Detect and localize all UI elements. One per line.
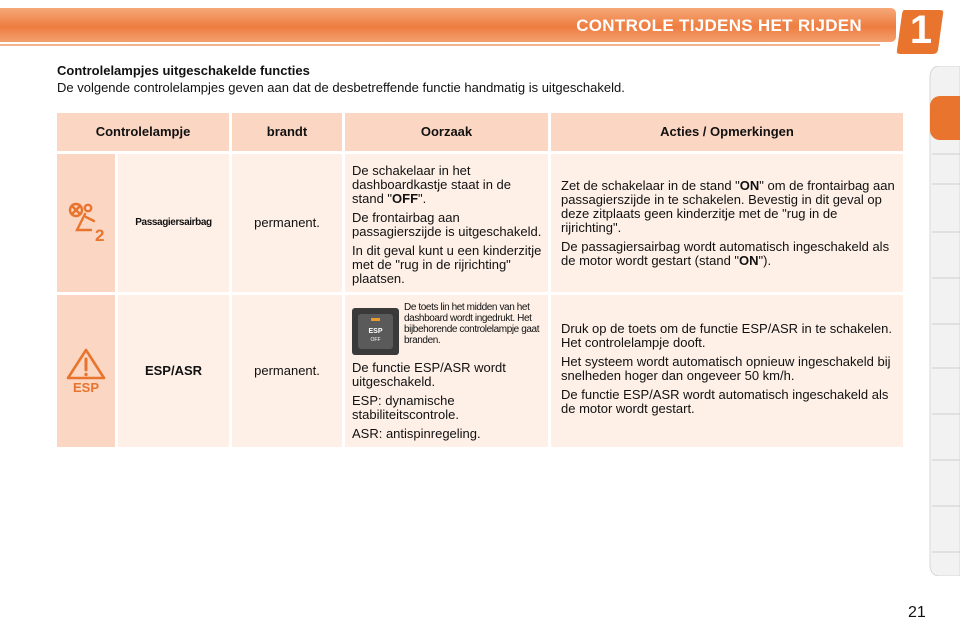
row-esp-name: ESP/ASR — [118, 295, 229, 447]
esp-button-sublabel: OFF — [370, 337, 381, 343]
esp-cause-p3: ASR: antispinregeling. — [352, 426, 481, 441]
row-airbag-actions — [551, 154, 903, 292]
row-airbag-state: permanent. — [232, 154, 342, 292]
header-oorzaak: Oorzaak — [345, 113, 548, 151]
esp-led-indicator — [371, 318, 380, 321]
row-airbag-name: Passagiersairbag — [118, 154, 229, 292]
warning-lights-table — [57, 113, 903, 447]
airbag-cause-p1-end: ". — [418, 191, 427, 206]
airbag-cause-p1 — [352, 164, 542, 206]
airbag-action-p2-end: "). — [758, 253, 772, 268]
section-title: Controlelampjes uitgeschakelde functies — [57, 63, 310, 78]
side-tab-strip — [926, 66, 960, 576]
row-airbag-icon-cell — [57, 154, 115, 292]
esp-action-p3: De functie ESP/ASR wordt automatisch ingeschakeld als de motor wordt gestart. — [561, 387, 889, 416]
row-airbag-cause — [345, 154, 548, 292]
passenger-airbag-off-icon — [64, 201, 108, 245]
row-esp-state: permanent. — [232, 295, 342, 447]
airbag-cause-p2: De frontairbag aan passagierszijde is uitgeschakeld. — [352, 210, 542, 239]
page-header — [0, 0, 960, 52]
section-intro: De volgende controlelampjes geven aan dat de desbetreffende functie handmatig is uitgeschakeld. — [57, 80, 625, 95]
header-brandt: brandt — [232, 113, 342, 151]
esp-warning-icon — [64, 347, 108, 395]
airbag-cause-off: OFF — [392, 191, 419, 206]
row-esp-cause — [345, 295, 548, 447]
header-acties: Acties / Opmerkingen — [551, 113, 903, 151]
chapter-title: CONTROLE TIJDENS HET RIJDEN — [576, 16, 862, 35]
airbag-cause-p1-text: De schakelaar in het dashboardkastje staat in de stand " — [352, 163, 511, 206]
row-esp-icon-cell — [57, 295, 115, 447]
esp-button-label: ESP — [368, 328, 383, 335]
airbag-action-p1 — [561, 179, 895, 235]
airbag-action-p1-end: " om de frontairbag aan passagierszijde in te schakelen. Bevestig in dit geval op deze zitplaats geen kinderzitje met de "rug in de rijrichting". — [561, 178, 895, 235]
airbag-action-on: ON — [739, 178, 760, 193]
header-controlelampje: Controlelampje — [57, 113, 229, 151]
esp-button-note — [352, 302, 542, 355]
side-tab-chapter-1[interactable] — [930, 96, 960, 140]
svg-text:2: 2 — [95, 226, 105, 245]
airbag-action-on-2: ON — [739, 253, 759, 268]
airbag-action-p1-text: Zet de schakelaar in de stand " — [561, 178, 740, 193]
row-esp-actions — [551, 295, 903, 447]
page-number: 21 — [908, 604, 926, 621]
airbag-cause-p3: In dit geval kunt u een kinderzitje met de "rug in de rijrichting" plaatsen. — [352, 243, 542, 286]
chapter-number: 1 — [909, 8, 933, 52]
chapter-badge — [896, 6, 946, 56]
airbag-action-p2-text: De passagiersairbag wordt automatisch ingeschakeld als de motor wordt gestart (stand " — [561, 239, 890, 268]
esp-button-note-text: De toets lin het midden van het dashboard wordt ingedrukt. Het bijbehorende controlelampje gaat branden. — [404, 302, 540, 346]
esp-cause-p1: De functie ESP/ASR wordt uitgeschakeld. — [352, 360, 506, 389]
esp-icon-label: ESP — [72, 380, 100, 395]
esp-off-button-face — [358, 314, 393, 349]
esp-action-p1: Druk op de toets om de functie ESP/ASR in te schakelen. Het controlelampje dooft. — [561, 321, 892, 350]
esp-off-button-image — [352, 308, 399, 355]
airbag-action-p2 — [561, 240, 895, 268]
esp-cause-p2: ESP: dynamische stabiliteitscontrole. — [352, 393, 459, 422]
esp-action-p2: Het systeem wordt automatisch opnieuw ingeschakeld bij snelheden hoger dan ongeveer 50 km/h. — [561, 354, 891, 383]
